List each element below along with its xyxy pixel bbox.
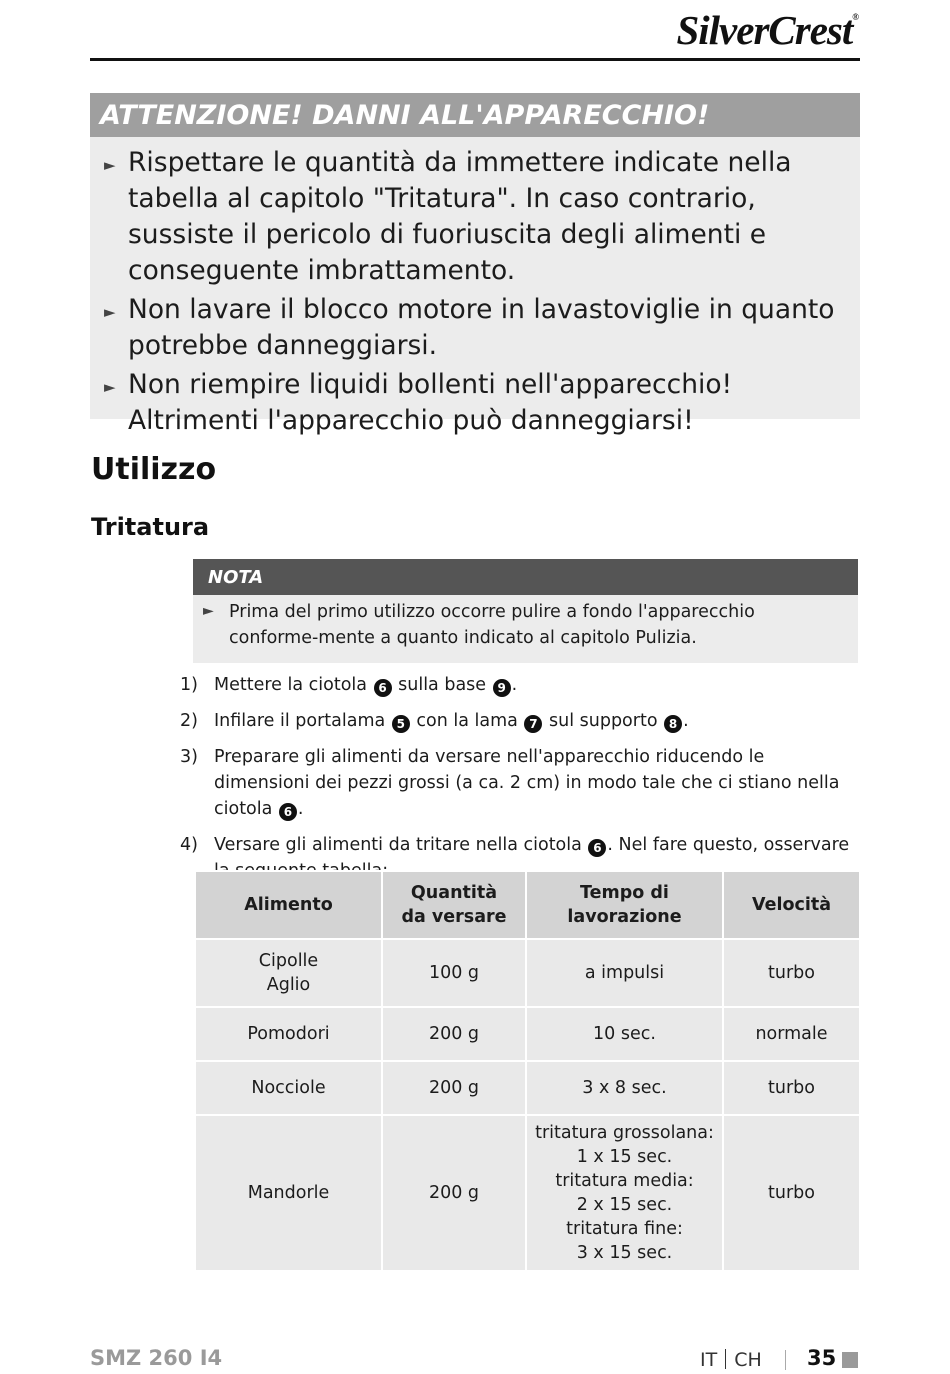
step-text: Versare gli alimenti da tritare nella ciotola — [214, 835, 588, 855]
note-title: NOTA — [193, 559, 858, 595]
step-text: . — [683, 711, 689, 731]
col-header-quantity: Quantità da versare — [382, 871, 526, 939]
bullet-triangle-icon: ► — [104, 156, 116, 174]
model-number: SMZ 260 I4 — [90, 1346, 223, 1370]
col-header-speed: Velocità — [723, 871, 860, 939]
part-ref-badge: 6 — [588, 839, 606, 857]
table-cell: 100 g — [382, 939, 526, 1007]
section-title: Utilizzo — [91, 452, 217, 487]
part-ref-badge: 6 — [374, 679, 392, 697]
step-text: sulla base — [392, 675, 492, 695]
table-cell: Pomodori — [195, 1007, 382, 1061]
step-number: 2) — [180, 711, 198, 731]
note-item — [203, 599, 822, 651]
step-text: Infilare il portalama — [214, 711, 391, 731]
processing-table — [194, 870, 861, 1272]
table-cell: Mandorle — [195, 1115, 382, 1271]
bullet-triangle-icon: ► — [203, 603, 214, 619]
part-ref-badge: 9 — [493, 679, 511, 697]
warning-item-text: Non lavare il blocco motore in lavastoviglie in quanto potrebbe danneggiarsi. — [128, 294, 835, 361]
step-item — [180, 708, 860, 734]
table-cell: tritatura grossolana: 1 x 15 sec. tritatura media: 2 x 15 sec. tritatura fine: 3 x 15 sec. — [526, 1115, 723, 1271]
language-code: CH — [734, 1349, 762, 1371]
step-item — [180, 672, 860, 698]
table-row — [195, 1115, 860, 1271]
step-text: Preparare gli alimenti da versare nell'apparecchio riducendo le dimensioni dei pezzi grossi (a ca. 2 cm) in modo tale che ci stiano nella ciotola — [214, 747, 840, 819]
warning-item-text: Rispettare le quantità da immettere indicate nella tabella al capitolo "Tritatura". In caso contrario, sussiste il pericolo di fuoriuscita degli alimenti e conseguente imbrattamento. — [128, 147, 792, 286]
warning-box — [90, 93, 860, 436]
table-cell: 200 g — [382, 1007, 526, 1061]
part-ref-badge: 7 — [524, 715, 542, 733]
bullet-triangle-icon: ► — [104, 303, 116, 321]
part-ref-badge: 6 — [279, 803, 297, 821]
table-cell: 10 sec. — [526, 1007, 723, 1061]
step-text: sul supporto — [543, 711, 664, 731]
table-cell: normale — [723, 1007, 860, 1061]
step-number: 1) — [180, 675, 198, 695]
table-cell: a impulsi — [526, 939, 723, 1007]
part-ref-badge: 5 — [392, 715, 410, 733]
warning-item-text: Non riempire liquidi bollenti nell'apparecchio! Altrimenti l'apparecchio può danneggiarsi! — [128, 369, 733, 436]
table-cell: 200 g — [382, 1061, 526, 1115]
col-header-food: Alimento — [195, 871, 382, 939]
table-row — [195, 939, 860, 1007]
step-text: . — [511, 675, 518, 695]
page-marker-square — [842, 1352, 858, 1368]
table-row — [195, 1061, 860, 1115]
step-number: 3) — [180, 747, 198, 767]
warning-item — [104, 292, 846, 364]
note-text: Prima del primo utilizzo occorre pulire a fondo l'apparecchio conforme-mente a quanto indicato al capitolo Pulizia. — [229, 602, 755, 648]
language-codes — [700, 1349, 762, 1371]
warning-item — [104, 145, 846, 289]
step-text: . — [297, 799, 304, 819]
table-cell: Nocciole — [195, 1061, 382, 1115]
page-number: 35 — [807, 1346, 837, 1370]
warning-title: ATTENZIONE! DANNI ALL'APPARECCHIO! — [90, 93, 860, 137]
step-item — [180, 744, 860, 822]
warning-list — [90, 137, 860, 439]
warning-item — [104, 367, 846, 439]
table-cell: Cipolle Aglio — [195, 939, 382, 1007]
steps-list — [180, 672, 860, 894]
step-text: . Nel fare questo, osservare — [607, 835, 850, 855]
table-header-row — [195, 871, 860, 939]
step-text: Mettere la ciotola — [214, 675, 373, 695]
table-cell: turbo — [723, 1115, 860, 1271]
table-cell: 200 g — [382, 1115, 526, 1271]
bullet-triangle-icon: ► — [104, 378, 116, 396]
brand-name: SilverCrest — [676, 7, 853, 53]
step-text: con la lama — [410, 711, 524, 731]
language-separator — [725, 1349, 726, 1369]
registered-mark: ® — [852, 12, 858, 22]
step-number: 4) — [180, 835, 198, 855]
subsection-title: Tritatura — [91, 513, 210, 541]
language-code: IT — [700, 1349, 718, 1371]
header-rule — [90, 58, 860, 61]
part-ref-badge: 8 — [664, 715, 682, 733]
table-row — [195, 1007, 860, 1061]
footer-divider — [785, 1350, 786, 1370]
brand-logo — [676, 6, 858, 54]
table-cell: turbo — [723, 1061, 860, 1115]
col-header-time: Tempo di lavorazione — [526, 871, 723, 939]
note-box — [193, 559, 858, 663]
table-cell: turbo — [723, 939, 860, 1007]
table-cell: 3 x 8 sec. — [526, 1061, 723, 1115]
